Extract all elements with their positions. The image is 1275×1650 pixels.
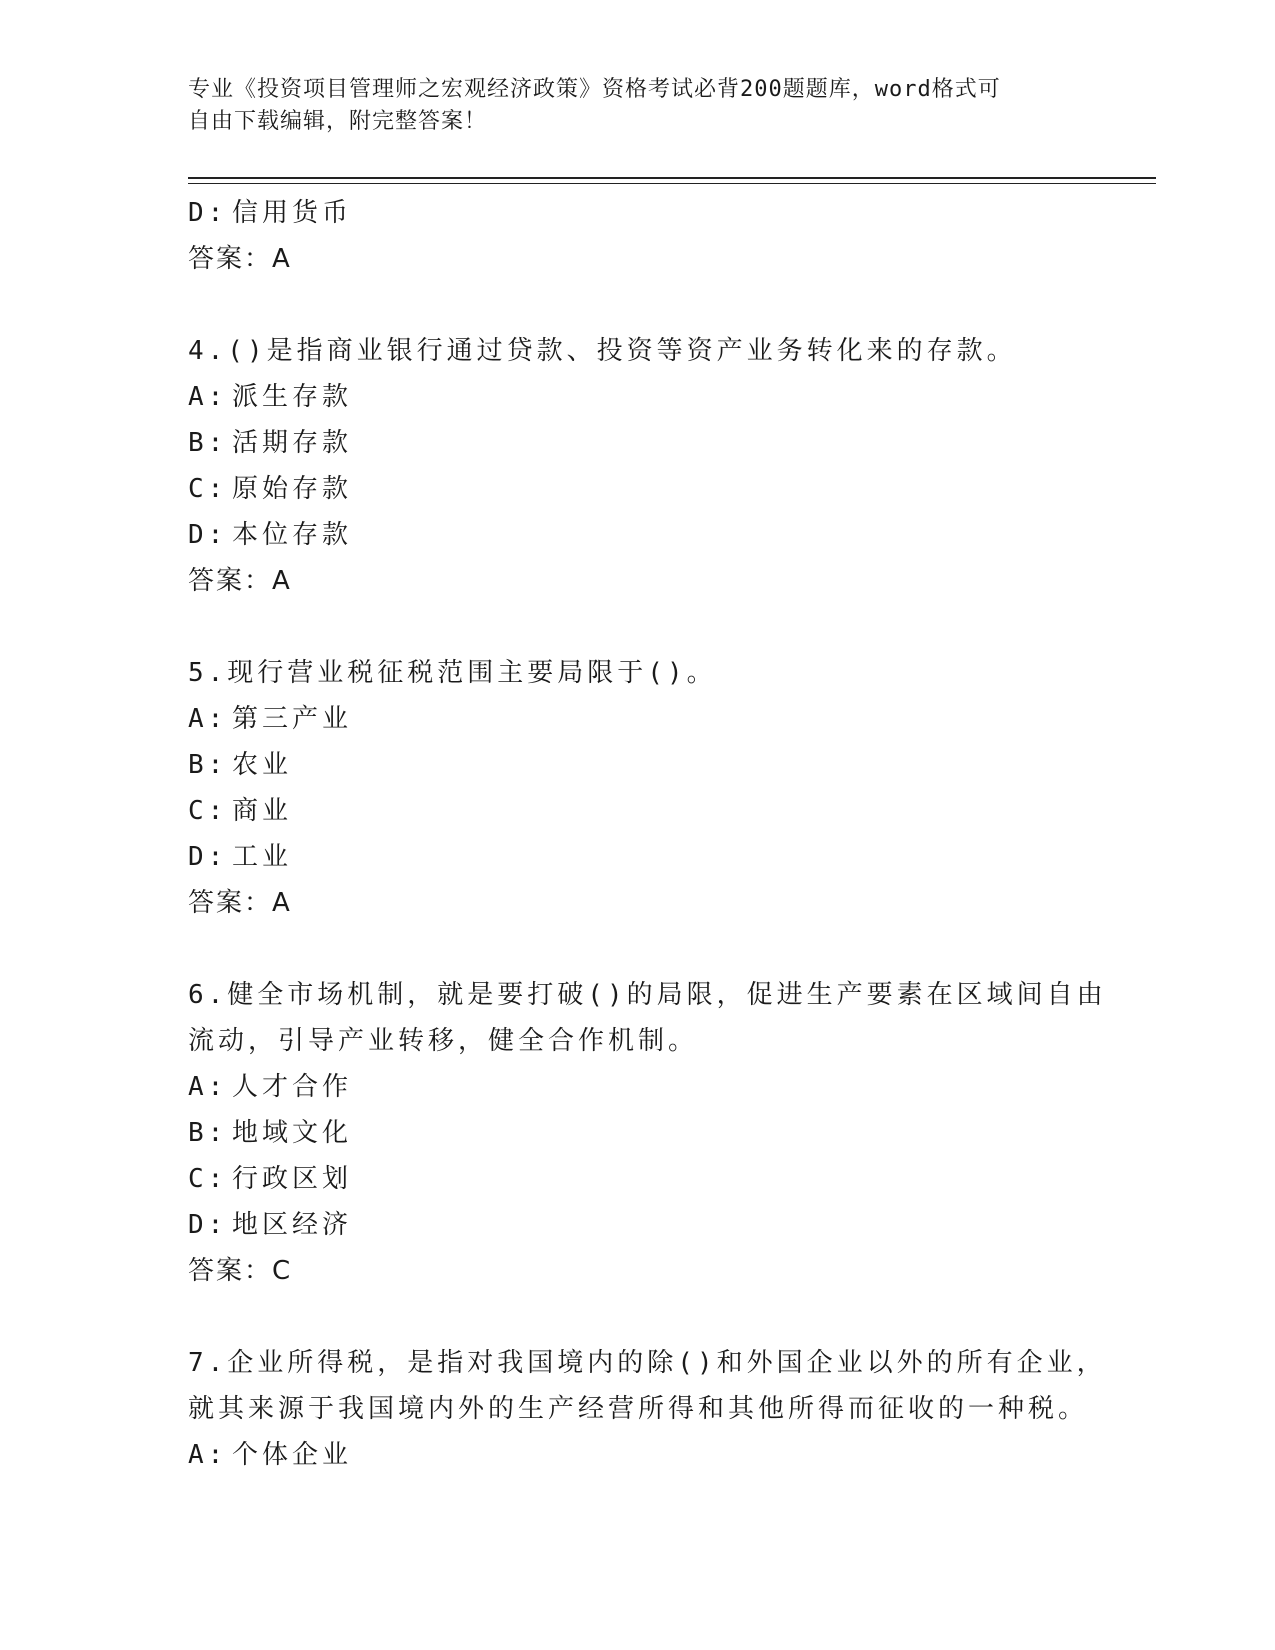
answer: 答案：A (188, 244, 292, 274)
spacer (188, 926, 1088, 972)
option-text: 原始存款 (232, 474, 353, 504)
option-text: 信用货币 (232, 198, 353, 228)
question-7-text-line-2: 就其来源于我国境内外的生产经营所得和其他所得而征收的一种税。 (188, 1394, 1089, 1424)
option-text: 人才合作 (232, 1072, 353, 1102)
header-line-2: 自由下载编辑，附完整答案！ (188, 109, 488, 134)
option-d (188, 190, 1088, 236)
option-c (188, 788, 1088, 834)
document-header (188, 74, 1068, 138)
option-text: 个体企业 (232, 1440, 353, 1470)
spacer (188, 604, 1088, 650)
option-letter: D: (188, 520, 228, 550)
question-7-text-line-1: 7.企业所得税，是指对我国境内的除()和外国企业以外的所有企业， (188, 1348, 1107, 1378)
option-text: 工业 (232, 842, 293, 872)
option-text: 地区经济 (232, 1210, 353, 1240)
option-letter: D: (188, 198, 228, 228)
spacer (188, 1294, 1088, 1340)
option-letter: A: (188, 382, 228, 412)
option-letter: B: (188, 428, 228, 458)
option-b (188, 420, 1088, 466)
header-rule-thick (188, 177, 1156, 179)
option-letter: C: (188, 474, 228, 504)
option-text: 第三产业 (232, 704, 353, 734)
option-text: 活期存款 (232, 428, 353, 458)
option-text: 本位存款 (232, 520, 353, 550)
option-letter: A: (188, 1440, 228, 1470)
answer: 答案：A (188, 566, 292, 596)
option-d (188, 1202, 1088, 1248)
option-letter: A: (188, 1072, 228, 1102)
option-letter: C: (188, 796, 228, 826)
answer: 答案：A (188, 888, 292, 918)
option-letter: D: (188, 1210, 228, 1240)
option-letter: B: (188, 1118, 228, 1148)
question-4-text: 4.()是指商业银行通过贷款、投资等资产业务转化来的存款。 (188, 336, 1017, 366)
option-letter: C: (188, 1164, 228, 1194)
option-text: 商业 (232, 796, 293, 826)
question-list (188, 190, 1107, 1478)
option-c (188, 1156, 1088, 1202)
header-rule-thin (188, 183, 1156, 184)
option-d (188, 834, 1088, 880)
option-letter: B: (188, 750, 228, 780)
option-a (188, 696, 1088, 742)
option-text: 地域文化 (232, 1118, 353, 1148)
option-letter: A: (188, 704, 228, 734)
option-c (188, 466, 1088, 512)
option-text: 行政区划 (232, 1164, 353, 1194)
option-text: 农业 (232, 750, 293, 780)
question-6-text-line-2: 流动，引导产业转移，健全合作机制。 (188, 1026, 699, 1056)
option-a (188, 1432, 1088, 1478)
question-5-text: 5.现行营业税征税范围主要局限于()。 (188, 658, 717, 688)
option-a (188, 1064, 1088, 1110)
option-b (188, 1110, 1088, 1156)
answer: 答案：C (188, 1256, 293, 1286)
option-letter: D: (188, 842, 228, 872)
spacer (188, 282, 1088, 328)
option-a (188, 374, 1088, 420)
option-d (188, 512, 1088, 558)
option-b (188, 742, 1088, 788)
header-line-1: 专业《投资项目管理师之宏观经济政策》资格考试必背200题题库，word格式可 (188, 77, 1001, 102)
option-text: 派生存款 (232, 382, 353, 412)
question-6-text-line-1: 6.健全市场机制，就是要打破()的局限，促进生产要素在区域间自由 (188, 980, 1107, 1010)
